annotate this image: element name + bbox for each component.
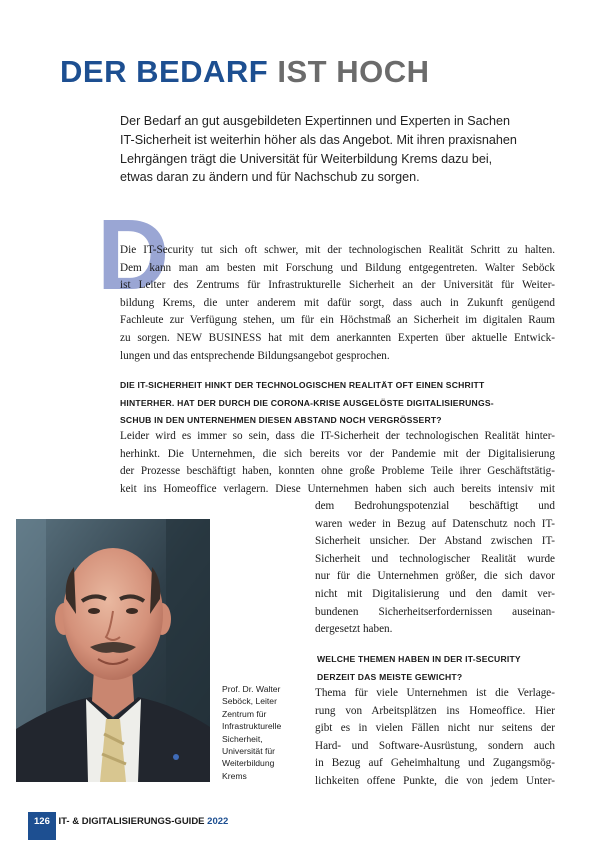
answer-line: Sicherheit unsicher. Der Abstand zwischen IT- bbox=[315, 535, 555, 548]
portrait-illustration bbox=[16, 519, 210, 782]
answer-line: in Bezug auf Geheimhaltung und Zugangsmög- bbox=[315, 757, 555, 770]
caption-line: Seböck, Leiter bbox=[222, 696, 277, 707]
answer-line: nur für die Unternehmen größer, die sich davor bbox=[315, 570, 555, 583]
question-line: DERZEIT DAS MEISTE GEWICHT? bbox=[317, 671, 463, 682]
answer-line: bundenen Sicherheitserfordernissen auseinan- bbox=[315, 605, 555, 618]
intro-line: zu sorgen. NEW BUSINESS hat mit dem anerkannten Experten über aktuelle Entwick- bbox=[120, 331, 555, 344]
publication-name: IT- & DIGITALISIERUNGS-GUIDE bbox=[58, 816, 205, 827]
answer-line: Thema für viele Unternehmen ist die Verlage- bbox=[315, 687, 555, 699]
lead-paragraph bbox=[120, 112, 540, 187]
answer-line: Sicherheit und technologischer Realität wurde bbox=[315, 552, 555, 565]
answer-line: lichkeiten offene Punkte, die von jedem Unter- bbox=[315, 774, 555, 787]
answer-1-full bbox=[120, 428, 555, 498]
caption-line: Universität für bbox=[222, 746, 276, 757]
page-title bbox=[60, 54, 429, 90]
caption-line: Krems bbox=[222, 770, 247, 781]
answer-line: keit ins Homeoffice verlagern. Diese Unternehmen haben sich auch bereits intensiv mit bbox=[120, 482, 555, 495]
lead-line: IT-Sicherheit ist weiterhin höher als das Angebot. Mit ihren praxisnahen bbox=[120, 132, 517, 147]
title-part-2: IST HOCH bbox=[277, 54, 430, 89]
caption-line: Sicherheit, bbox=[222, 733, 263, 744]
intro-line: lungen und das entsprechende Bildungsangebot gesprochen. bbox=[120, 349, 390, 362]
question-line: WELCHE THEMEN HABEN IN DER IT-SECURITY bbox=[317, 654, 521, 664]
intro-line: Die IT-Security tut sich oft schwer, mit der technologischen Realität Schritt zu halten. bbox=[120, 244, 555, 256]
answer-line: herhinkt. Die Unternehmen, die sich bereits vor der Pandemie mit der Digitalisierung bbox=[120, 447, 555, 460]
lead-line: Lehrgängen trägt die Universität für Weiterbildung Krems dazu bei, bbox=[120, 151, 493, 166]
answer-line: Leider wird es immer so sein, dass die IT-Sicherheit der technologischen Realität hinter- bbox=[120, 430, 555, 442]
intro-line: Dem kann man am besten mit Forschung und Bildung entgegentreten. Walter Seböck bbox=[120, 261, 555, 274]
caption-line: Infrastrukturelle bbox=[222, 721, 282, 732]
lead-line: etwas daran zu ändern und für Nachschub zu sorgen. bbox=[120, 170, 420, 185]
intro-line: bildung Krems, die unter anderem mit dafür sorgt, dass auch in Zukunft genügend bbox=[120, 296, 555, 309]
answer-line: nicht mit Digitalisierung und den damit ver- bbox=[315, 587, 555, 600]
photo-caption bbox=[222, 683, 312, 782]
question-1 bbox=[120, 377, 494, 430]
drop-cap: D bbox=[97, 199, 170, 311]
title-part-1: DER BEDARF bbox=[60, 54, 269, 89]
answer-line: dem Bedrohungspotenzial beschäftigt und bbox=[315, 500, 555, 512]
question-line: HINTERHER. HAT DER DURCH DIE CORONA-KRISE AUSGELÖSTE DIGITALISIERUNGS- bbox=[120, 397, 494, 408]
question-line: SCHUB IN DEN UNTERNEHMEN DIESEN ABSTAND NOCH VERGRÖSSERT? bbox=[120, 415, 442, 426]
question-line: DIE IT-SICHERHEIT HINKT DER TECHNOLOGISCHEN REALITÄT OFT EINEN SCHRITT bbox=[120, 380, 485, 390]
caption-line: Weiterbildung bbox=[222, 758, 275, 769]
page-number: 126 bbox=[34, 816, 50, 827]
answer-1-column bbox=[315, 498, 555, 639]
intro-line: Fachleute zur Verfügung stehen, um für ein Höchstmaß an Sicherheit im digitalen Raum bbox=[120, 314, 555, 327]
intro-paragraph bbox=[120, 242, 555, 365]
lead-line: Der Bedarf an gut ausgebildeten Expertinnen und Experten in Sachen bbox=[120, 114, 510, 128]
intro-line: ist Leiter des Zentrums für Infrastrukturelle Sicherheit an der Universität für Weiter- bbox=[120, 279, 555, 292]
question-2 bbox=[317, 651, 521, 686]
answer-line: Hard- und Software-Ausrüstung, sondern auch bbox=[315, 739, 555, 752]
answer-line: waren weder in Bezug auf Datenschutz noch IT- bbox=[315, 517, 555, 530]
publication-year: 2022 bbox=[207, 816, 229, 827]
answer-line: rung von Arbeitsplätzen ins Homeoffice. Hier bbox=[315, 704, 555, 717]
caption-line: Zentrum für bbox=[222, 708, 267, 719]
answer-2 bbox=[315, 685, 555, 791]
answer-line: gibt es in vielen Fällen nicht nur seitens der bbox=[315, 722, 555, 735]
caption-line: Prof. Dr. Walter bbox=[222, 684, 281, 694]
answer-line: dergesetzt haben. bbox=[315, 623, 393, 636]
portrait-photo bbox=[16, 519, 210, 782]
answer-line: der Prozesse beschäftigt haben, konnten ohne große Probleme Teile ihrer Geschäftstätig- bbox=[120, 465, 555, 478]
page-footer bbox=[34, 816, 228, 827]
